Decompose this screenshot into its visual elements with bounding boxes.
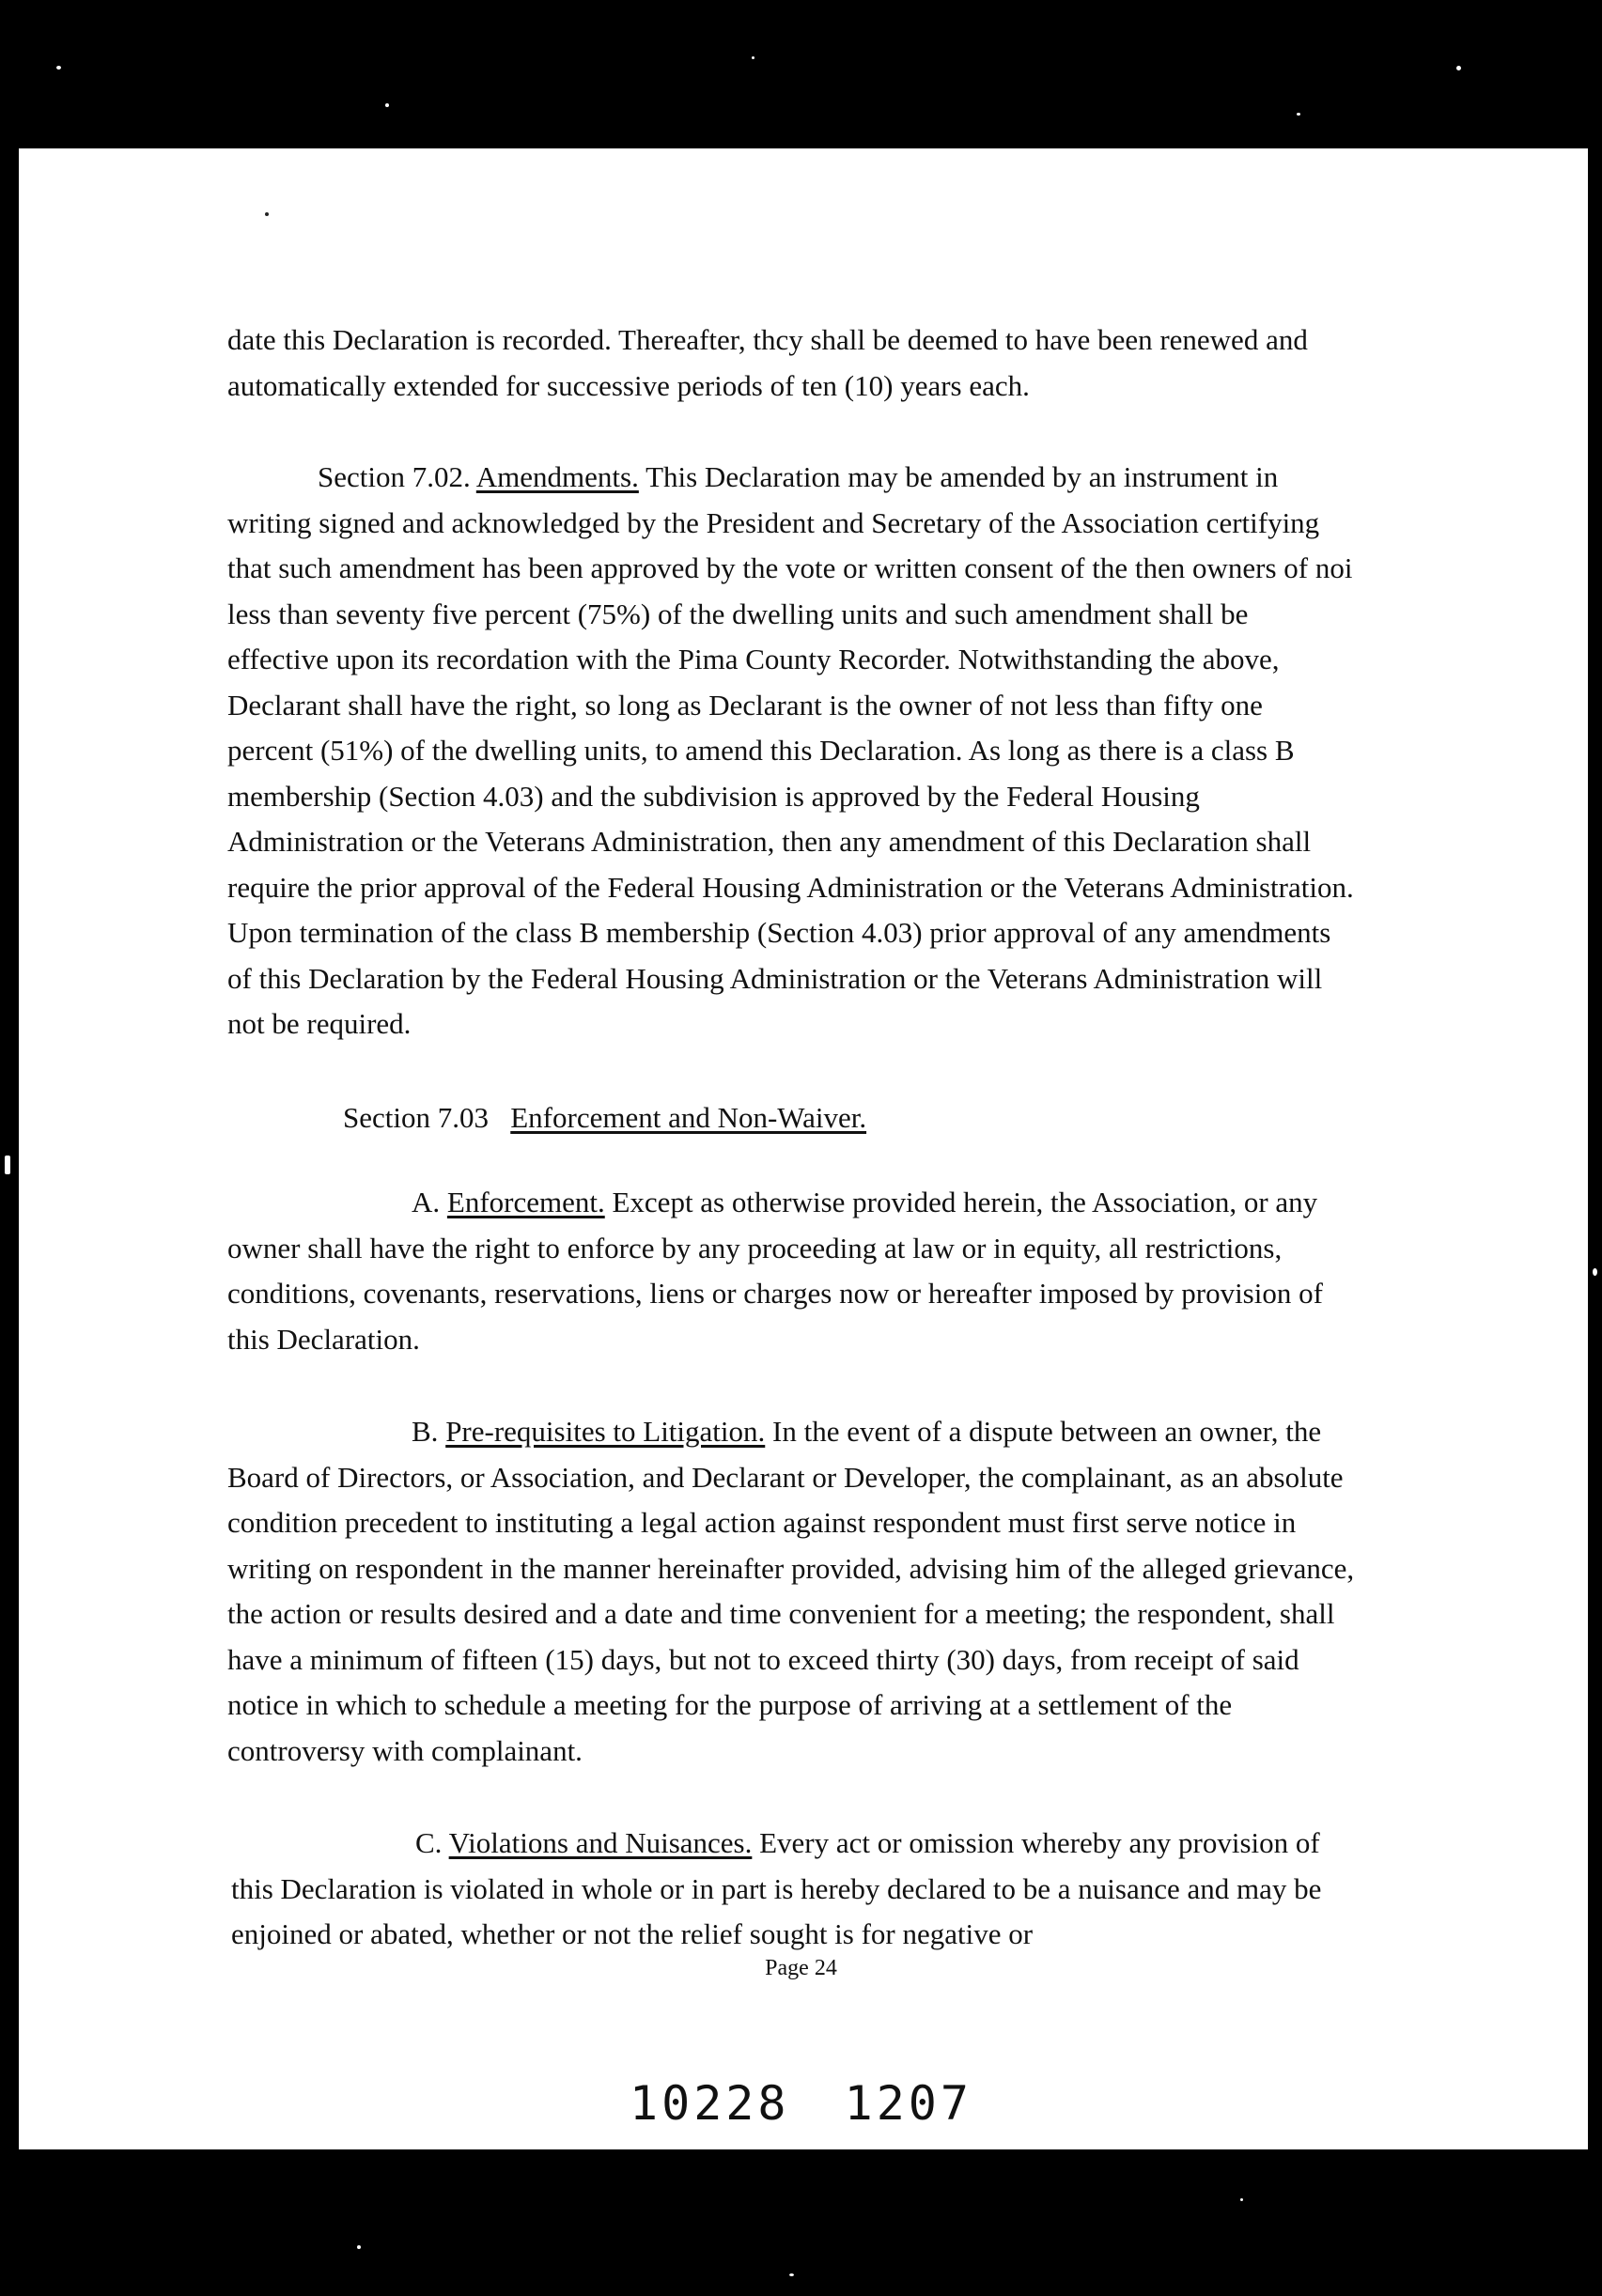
item-a-letter: A. xyxy=(412,1186,441,1218)
item-a-body: Except as otherwise provided herein, the Association, or any owner shall have the right to enforce by any proceeding at law or in equity, all restrictions, conditions, covenants, reservations, liens or charges now or hereafter imposed by provision of this Declaration. xyxy=(227,1186,1323,1356)
intro-paragraph: date this Declaration is recorded. Thereafter, thcy shall be deemed to have been renewed and automatically extended for successive periods of ten (10) years each. xyxy=(227,323,1308,402)
section-7-03-number: Section 7.03 xyxy=(343,1101,489,1134)
item-b-paragraph xyxy=(227,1409,1355,1774)
scan-speck xyxy=(1456,66,1461,70)
page-number: Page 24 xyxy=(765,1956,837,1980)
item-c-title: Violations and Nuisances. xyxy=(448,1826,753,1859)
scan-speck xyxy=(357,2245,361,2249)
scan-speck xyxy=(56,66,61,70)
recording-stamp: 10228 1207 xyxy=(629,2076,973,2131)
section-7-03-heading xyxy=(343,1095,866,1140)
scan-speck xyxy=(1240,2198,1243,2201)
scan-speck xyxy=(265,212,269,216)
section-7-03-title: Enforcement and Non-Waiver. xyxy=(510,1101,867,1134)
scan-speck xyxy=(752,56,754,59)
scan-speck xyxy=(789,2273,794,2276)
item-b-letter: B. xyxy=(412,1415,439,1448)
section-7-02-number: Section 7.02. xyxy=(318,460,471,493)
item-b-body: In the event of a dispute between an owner, the Board of Directors, or Association, and Declarant or Developer, the complainant, as an absolute condition precedent to instituting a legal action against respondent must first serve notice in writing on respondent in the manner hereinafter provided, advising him of the alleged grievance, the action or results desired and a date and time convenient for a meeting; the respondent, shall have a minimum of fifteen (15) days, but not to exceed thirty (30) days, from receipt of said notice in which to schedule a meeting for the purpose of arriving at a settlement of the controversy with complainant. xyxy=(227,1415,1355,1767)
scan-speck xyxy=(1593,1268,1597,1276)
item-b-title: Pre-requisites to Litigation. xyxy=(445,1415,766,1448)
item-c-body: Every act or omission whereby any provision of this Declaration is violated in whole or in part is hereby declared to be a nuisance and may be enjoined or abated, whether or not the relief sought is for negative or xyxy=(231,1826,1322,1950)
item-a-paragraph xyxy=(227,1180,1355,1362)
scan-speck xyxy=(385,103,389,107)
item-a-title: Enforcement. xyxy=(446,1186,605,1218)
section-7-02-body: This Declaration may be amended by an instrument in writing signed and acknowledged by the President and Secretary of the Association certifying that such amendment has been approved by the vote or written consent of the then owners of noi less than seventy five percent (75%) of the dwelling units and such amendment shall be effective upon its recordation with the Pima County Recorder. Notwithstanding the above, Declarant shall have the right, so long as Declarant is the owner of not less than fifty one percent (51%) of the dwelling units, to amend this Declaration. As long as there is a class B membership (Section 4.03) and the subdivision is approved by the Federal Housing Administration or the Veterans Administration, then any amendment of this Declaration shall require the prior approval of the Federal Housing Administration or the Veterans Administration. Upon termination of the class B membership (Section 4.03) prior approval of any amendments of this Declaration by the Federal Housing Administration or the Veterans Administration will not be required. xyxy=(227,460,1354,1040)
section-7-02-title: Amendments. xyxy=(475,460,639,493)
item-c-letter: C. xyxy=(415,1826,443,1859)
scan-speck xyxy=(1297,113,1300,116)
section-7-02-paragraph xyxy=(227,455,1355,1047)
item-c-paragraph xyxy=(231,1821,1359,1958)
scan-speck xyxy=(5,1156,10,1174)
